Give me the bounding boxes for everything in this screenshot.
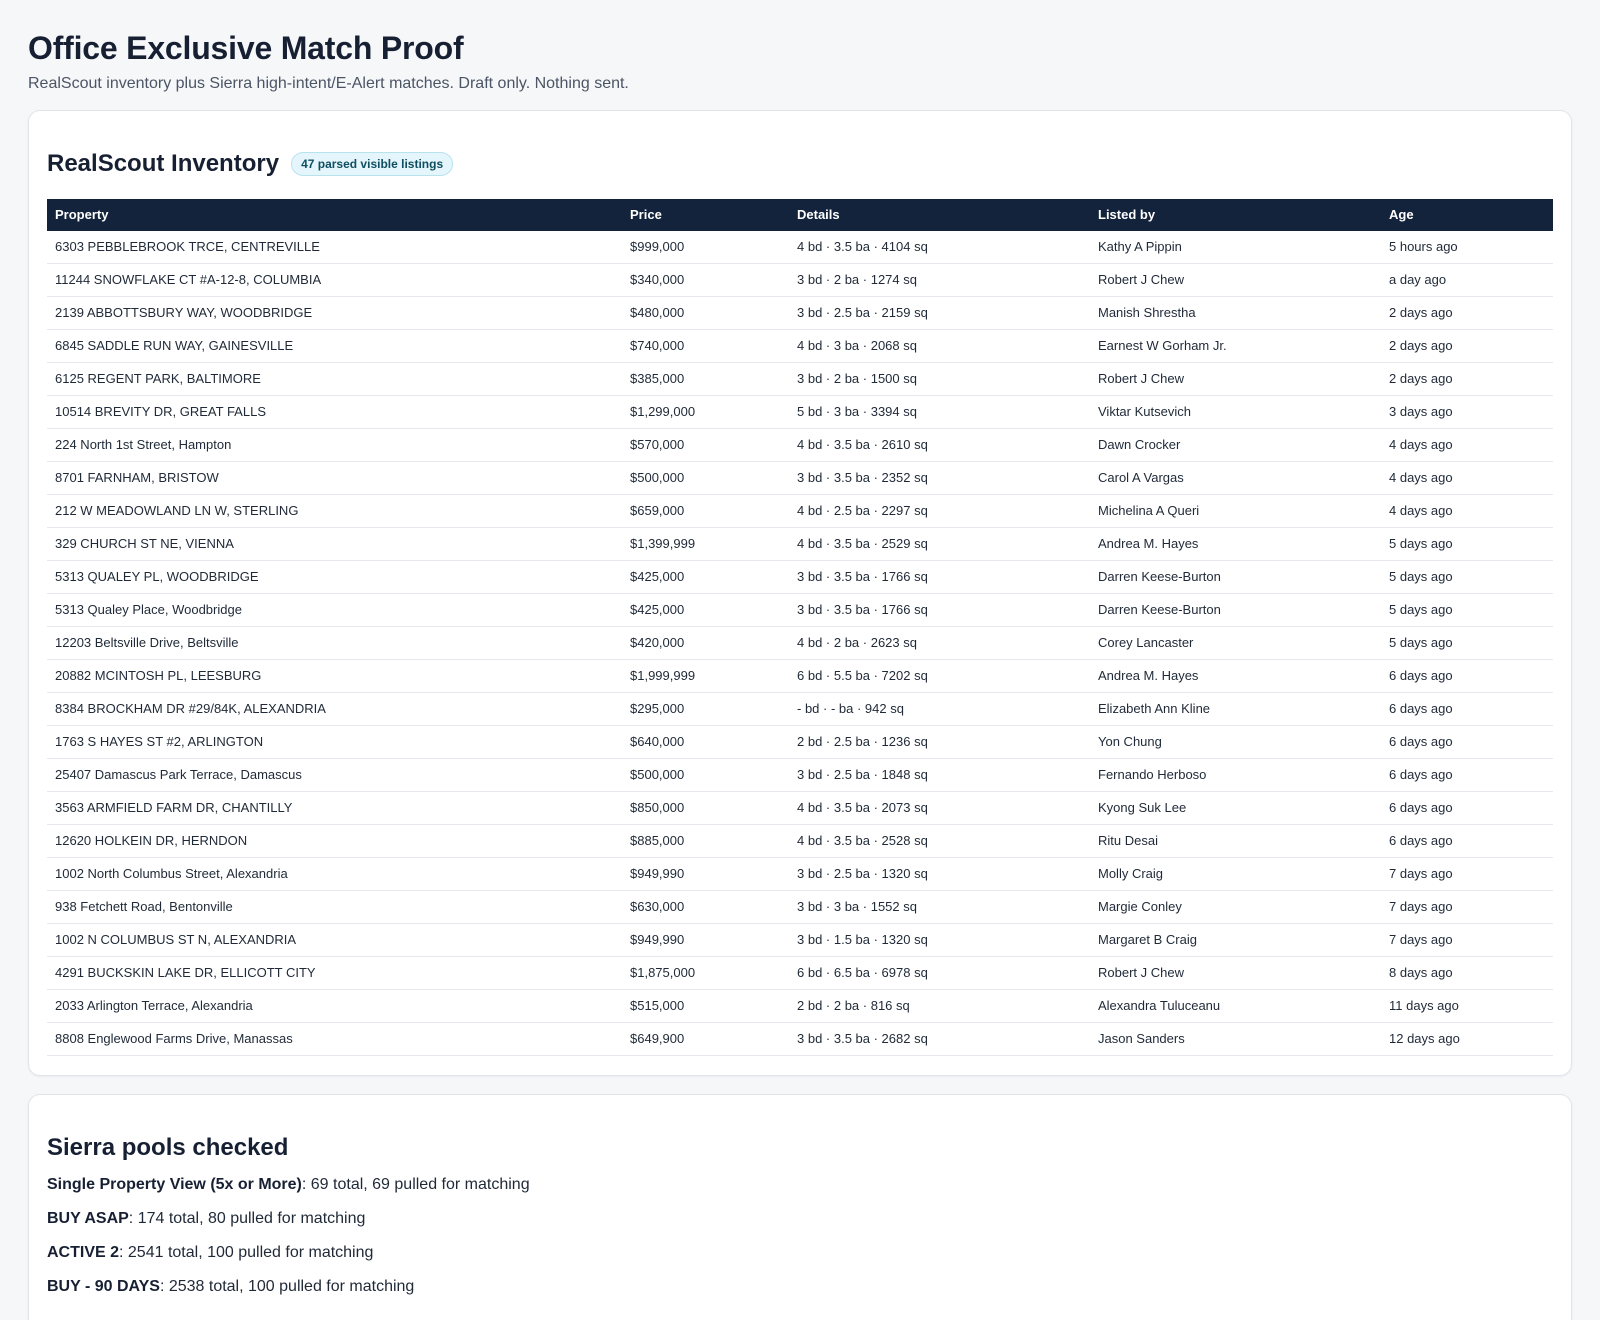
property-cell: 11244 SNOWFLAKE CT #A-12-8, COLUMBIA [47,264,622,297]
details-cell: - bd · - ba · 942 sq [789,693,1090,726]
details-cell: 4 bd · 3.5 ba · 2529 sq [789,528,1090,561]
pool-name: BUY - 90 DAYS [47,1278,160,1295]
inventory-table [47,199,1553,1056]
details-cell: 3 bd · 3 ba · 1552 sq [789,891,1090,924]
details-cell: 3 bd · 1.5 ba · 1320 sq [789,924,1090,957]
details-cell: 3 bd · 2 ba · 1274 sq [789,264,1090,297]
column-header-property[interactable]: Property [55,207,109,222]
sierra-title: Sierra pools checked [47,1134,289,1161]
age-cell: 7 days ago [1381,924,1553,957]
table-row[interactable] [47,990,1553,1023]
age-cell: 5 days ago [1381,594,1553,627]
details-cell: 3 bd · 2 ba · 1500 sq [789,363,1090,396]
page-subtitle: RealScout inventory plus Sierra high-intent/E-Alert matches. Draft only. Nothing sent. [28,75,629,92]
property-cell: 224 North 1st Street, Hampton [47,429,622,462]
property-cell: 212 W MEADOWLAND LN W, STERLING [47,495,622,528]
details-cell: 3 bd · 3.5 ba · 2682 sq [789,1023,1090,1056]
price-cell: $1,399,999 [622,528,789,561]
pool-summary: : 2538 total, 100 pulled for matching [159,1278,415,1295]
property-cell: 8384 BROCKHAM DR #29/84K, ALEXANDRIA [47,693,622,726]
price-cell: $659,000 [622,495,789,528]
listed-by-cell: Viktar Kutsevich [1090,396,1381,429]
property-cell: 25407 Damascus Park Terrace, Damascus [47,759,622,792]
table-header-row [47,199,1553,231]
price-cell: $850,000 [622,792,789,825]
property-cell: 4291 BUCKSKIN LAKE DR, ELLICOTT CITY [47,957,622,990]
table-row[interactable] [47,891,1553,924]
table-row[interactable] [47,462,1553,495]
property-cell: 938 Fetchett Road, Bentonville [47,891,622,924]
details-cell: 3 bd · 3.5 ba · 1766 sq [789,594,1090,627]
age-cell: 5 days ago [1381,561,1553,594]
listed-by-cell: Manish Shrestha [1090,297,1381,330]
price-cell: $640,000 [622,726,789,759]
details-cell: 4 bd · 3 ba · 2068 sq [789,330,1090,363]
table-row[interactable] [47,1023,1553,1056]
age-cell: a day ago [1381,264,1553,297]
listed-by-cell: Darren Keese-Burton [1090,594,1381,627]
property-cell: 6845 SADDLE RUN WAY, GAINESVILLE [47,330,622,363]
property-cell: 10514 BREVITY DR, GREAT FALLS [47,396,622,429]
age-cell: 6 days ago [1381,660,1553,693]
listed-by-cell: Dawn Crocker [1090,429,1381,462]
price-cell: $500,000 [622,759,789,792]
property-cell: 12203 Beltsville Drive, Beltsville [47,627,622,660]
details-cell: 2 bd · 2.5 ba · 1236 sq [789,726,1090,759]
price-cell: $385,000 [622,363,789,396]
details-cell: 5 bd · 3 ba · 3394 sq [789,396,1090,429]
property-cell: 12620 HOLKEIN DR, HERNDON [47,825,622,858]
table-row[interactable] [47,297,1553,330]
age-cell: 2 days ago [1381,363,1553,396]
pool-item [47,1242,1547,1276]
column-header-details[interactable]: Details [797,207,840,222]
property-cell: 2139 ABBOTTSBURY WAY, WOODBRIDGE [47,297,622,330]
listed-by-cell: Robert J Chew [1090,264,1381,297]
inventory-header [47,149,453,179]
age-cell: 4 days ago [1381,462,1553,495]
property-cell: 8701 FARNHAM, BRISTOW [47,462,622,495]
details-cell: 3 bd · 3.5 ba · 1766 sq [789,561,1090,594]
details-cell: 4 bd · 2 ba · 2623 sq [789,627,1090,660]
property-cell: 6125 REGENT PARK, BALTIMORE [47,363,622,396]
sierra-header [47,1133,288,1163]
table-row[interactable] [47,330,1553,363]
details-cell: 4 bd · 3.5 ba · 2610 sq [789,429,1090,462]
listed-by-cell: Fernando Herboso [1090,759,1381,792]
listed-by-cell: Kyong Suk Lee [1090,792,1381,825]
listed-by-cell: Margie Conley [1090,891,1381,924]
pool-item [47,1208,1547,1242]
property-cell: 1002 North Columbus Street, Alexandria [47,858,622,891]
table-row[interactable] [47,363,1553,396]
age-cell: 5 days ago [1381,528,1553,561]
table-row[interactable] [47,528,1553,561]
price-cell: $1,299,000 [622,396,789,429]
table-row[interactable] [47,594,1553,627]
listed-by-cell: Molly Craig [1090,858,1381,891]
price-cell: $1,875,000 [622,957,789,990]
age-cell: 7 days ago [1381,858,1553,891]
table-row[interactable] [47,924,1553,957]
age-cell: 6 days ago [1381,759,1553,792]
listed-by-cell: Corey Lancaster [1090,627,1381,660]
property-cell: 1763 S HAYES ST #2, ARLINGTON [47,726,622,759]
table-row[interactable] [47,759,1553,792]
listed-by-cell: Robert J Chew [1090,363,1381,396]
age-cell: 2 days ago [1381,330,1553,363]
listed-by-cell: Jason Sanders [1090,1023,1381,1056]
details-cell: 6 bd · 5.5 ba · 7202 sq [789,660,1090,693]
pool-summary: : 2541 total, 100 pulled for matching [119,1244,374,1261]
price-cell: $515,000 [622,990,789,1023]
listed-by-cell: Michelina A Queri [1090,495,1381,528]
details-cell: 4 bd · 2.5 ba · 2297 sq [789,495,1090,528]
age-cell: 4 days ago [1381,429,1553,462]
table-row[interactable] [47,792,1553,825]
price-cell: $340,000 [622,264,789,297]
table-row[interactable] [47,231,1553,264]
price-cell: $885,000 [622,825,789,858]
table-row[interactable] [47,627,1553,660]
property-cell: 20882 MCINTOSH PL, LEESBURG [47,660,622,693]
column-header-price[interactable]: Price [630,207,662,222]
price-cell: $740,000 [622,330,789,363]
price-cell: $649,900 [622,1023,789,1056]
age-cell: 11 days ago [1381,990,1553,1023]
sierra-pools-card [28,1094,1572,1320]
table-row[interactable] [47,693,1553,726]
pool-name: Single Property View (5x or More) [47,1176,302,1193]
details-cell: 3 bd · 3.5 ba · 2352 sq [789,462,1090,495]
pool-name: BUY ASAP [47,1210,129,1227]
table-row[interactable] [47,495,1553,528]
age-cell: 6 days ago [1381,693,1553,726]
price-cell: $570,000 [622,429,789,462]
inventory-table-body [47,231,1553,1056]
price-cell: $425,000 [622,594,789,627]
table-row[interactable] [47,660,1553,693]
price-cell: $999,000 [622,231,789,264]
listed-by-cell: Yon Chung [1090,726,1381,759]
age-cell: 6 days ago [1381,792,1553,825]
price-cell: $949,990 [622,858,789,891]
age-cell: 6 days ago [1381,825,1553,858]
age-cell: 3 days ago [1381,396,1553,429]
property-cell: 6303 PEBBLEBROOK TRCE, CENTREVILLE [47,231,622,264]
table-row[interactable] [47,561,1553,594]
details-cell: 3 bd · 2.5 ba · 2159 sq [789,297,1090,330]
age-cell: 5 hours ago [1381,231,1553,264]
age-cell: 7 days ago [1381,891,1553,924]
details-cell: 4 bd · 3.5 ba · 2073 sq [789,792,1090,825]
listed-by-cell: Elizabeth Ann Kline [1090,693,1381,726]
property-cell: 1002 N COLUMBUS ST N, ALEXANDRIA [47,924,622,957]
table-row[interactable] [47,858,1553,891]
table-row[interactable] [47,957,1553,990]
property-cell: 8808 Englewood Farms Drive, Manassas [47,1023,622,1056]
details-cell: 4 bd · 3.5 ba · 4104 sq [789,231,1090,264]
property-cell: 2033 Arlington Terrace, Alexandria [47,990,622,1023]
pool-summary: : 174 total, 80 pulled for matching [128,1210,366,1227]
listed-by-cell: Robert J Chew [1090,957,1381,990]
price-cell: $480,000 [622,297,789,330]
price-cell: $500,000 [622,462,789,495]
price-cell: $295,000 [622,693,789,726]
realscout-inventory-card [28,110,1572,1076]
listed-by-cell: Andrea M. Hayes [1090,660,1381,693]
property-cell: 5313 Qualey Place, Woodbridge [47,594,622,627]
inventory-title: RealScout Inventory [47,150,280,177]
column-header-age[interactable]: Age [1389,207,1414,222]
details-cell: 2 bd · 2 ba · 816 sq [789,990,1090,1023]
age-cell: 2 days ago [1381,297,1553,330]
column-header-listed-by[interactable]: Listed by [1098,207,1156,222]
age-cell: 12 days ago [1381,1023,1553,1056]
sierra-pool-list [47,1174,1547,1310]
table-row[interactable] [47,264,1553,297]
listing-count-badge: 47 parsed visible listings [291,152,453,176]
price-cell: $949,990 [622,924,789,957]
details-cell: 3 bd · 2.5 ba · 1320 sq [789,858,1090,891]
listed-by-cell: Andrea M. Hayes [1090,528,1381,561]
listed-by-cell: Ritu Desai [1090,825,1381,858]
pool-item [47,1174,1547,1208]
table-row[interactable] [47,396,1553,429]
listed-by-cell: Earnest W Gorham Jr. [1090,330,1381,363]
price-cell: $630,000 [622,891,789,924]
details-cell: 3 bd · 2.5 ba · 1848 sq [789,759,1090,792]
pool-item [47,1276,1547,1310]
listed-by-cell: Kathy A Pippin [1090,231,1381,264]
pool-name: ACTIVE 2 [47,1244,120,1261]
details-cell: 4 bd · 3.5 ba · 2528 sq [789,825,1090,858]
inventory-table-header [47,199,1553,231]
price-cell: $1,999,999 [622,660,789,693]
details-cell: 6 bd · 6.5 ba · 6978 sq [789,957,1090,990]
table-row[interactable] [47,429,1553,462]
listed-by-cell: Alexandra Tuluceanu [1090,990,1381,1023]
table-row[interactable] [47,825,1553,858]
age-cell: 5 days ago [1381,627,1553,660]
age-cell: 6 days ago [1381,726,1553,759]
table-row[interactable] [47,726,1553,759]
property-cell: 329 CHURCH ST NE, VIENNA [47,528,622,561]
age-cell: 4 days ago [1381,495,1553,528]
age-cell: 8 days ago [1381,957,1553,990]
listed-by-cell: Margaret B Craig [1090,924,1381,957]
listed-by-cell: Carol A Vargas [1090,462,1381,495]
property-cell: 3563 ARMFIELD FARM DR, CHANTILLY [47,792,622,825]
price-cell: $420,000 [622,627,789,660]
listed-by-cell: Darren Keese-Burton [1090,561,1381,594]
price-cell: $425,000 [622,561,789,594]
property-cell: 5313 QUALEY PL, WOODBRIDGE [47,561,622,594]
page-title: Office Exclusive Match Proof [28,30,464,66]
pool-summary: : 69 total, 69 pulled for matching [301,1176,530,1193]
